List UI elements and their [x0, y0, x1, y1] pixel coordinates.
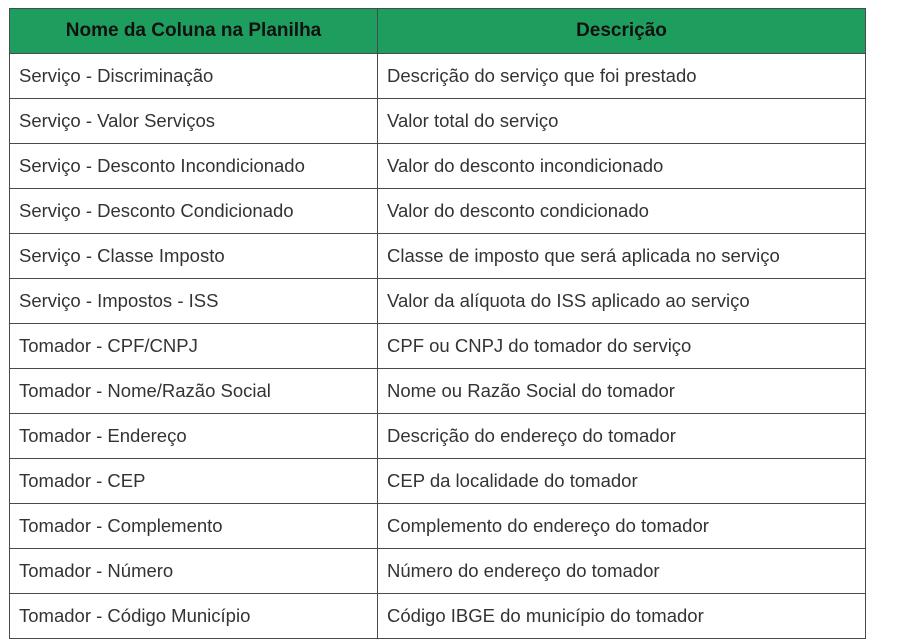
column-name-header: Nome da Coluna na Planilha: [10, 9, 378, 54]
column-name-cell: Tomador - Número: [10, 549, 378, 594]
column-description-table-wrapper: [9, 8, 865, 639]
column-name-cell: Serviço - Classe Imposto: [10, 234, 378, 279]
table-row: [10, 594, 866, 639]
column-name-cell: Serviço - Desconto Incondicionado: [10, 144, 378, 189]
table-row: [10, 504, 866, 549]
table-row: [10, 144, 866, 189]
column-name-cell: Tomador - CPF/CNPJ: [10, 324, 378, 369]
table-row: [10, 189, 866, 234]
column-name-cell: Tomador - Endereço: [10, 414, 378, 459]
table-row: [10, 99, 866, 144]
column-name-cell: Serviço - Impostos - ISS: [10, 279, 378, 324]
table-body: [10, 54, 866, 639]
column-name-cell: Serviço - Valor Serviços: [10, 99, 378, 144]
description-cell: CPF ou CNPJ do tomador do serviço: [378, 324, 866, 369]
description-cell: Código IBGE do município do tomador: [378, 594, 866, 639]
description-cell: CEP da localidade do tomador: [378, 459, 866, 504]
column-name-cell: Tomador - CEP: [10, 459, 378, 504]
column-description-table: [9, 8, 866, 639]
description-cell: Valor do desconto condicionado: [378, 189, 866, 234]
column-name-cell: Tomador - Código Município: [10, 594, 378, 639]
table-row: [10, 369, 866, 414]
description-cell: Valor do desconto incondicionado: [378, 144, 866, 189]
description-cell: Número do endereço do tomador: [378, 549, 866, 594]
description-cell: Descrição do endereço do tomador: [378, 414, 866, 459]
column-name-cell: Serviço - Desconto Condicionado: [10, 189, 378, 234]
table-row: [10, 279, 866, 324]
description-cell: Valor da alíquota do ISS aplicado ao serviço: [378, 279, 866, 324]
table-row: [10, 459, 866, 504]
description-cell: Classe de imposto que será aplicada no serviço: [378, 234, 866, 279]
table-row: [10, 234, 866, 279]
table-row: [10, 324, 866, 369]
table-header-row: [10, 9, 866, 54]
description-header: Descrição: [378, 9, 866, 54]
description-cell: Valor total do serviço: [378, 99, 866, 144]
table-row: [10, 414, 866, 459]
description-cell: Descrição do serviço que foi prestado: [378, 54, 866, 99]
description-cell: Nome ou Razão Social do tomador: [378, 369, 866, 414]
table-row: [10, 54, 866, 99]
table-row: [10, 549, 866, 594]
column-name-cell: Serviço - Discriminação: [10, 54, 378, 99]
description-cell: Complemento do endereço do tomador: [378, 504, 866, 549]
column-name-cell: Tomador - Nome/Razão Social: [10, 369, 378, 414]
column-name-cell: Tomador - Complemento: [10, 504, 378, 549]
